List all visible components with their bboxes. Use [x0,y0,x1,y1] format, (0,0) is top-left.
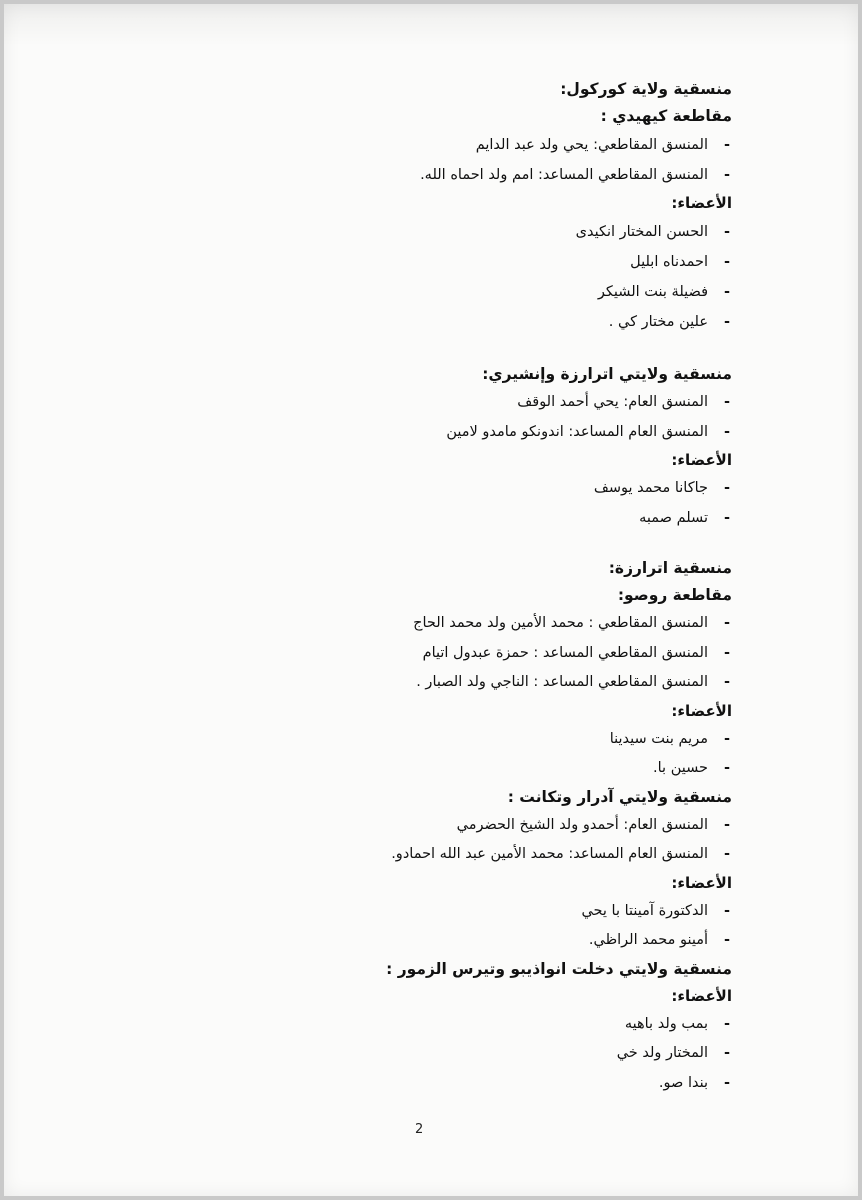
section-subtitle: مقاطعة روصو: [617,586,732,604]
section-title: منسقية اترارزة: [608,559,732,577]
list-item: - بمب ولد باهيه [172,1010,732,1040]
list-item: - أمينو محمد الراظي. [172,926,732,956]
section-title: منسقية ولاية كوركول: [560,80,732,98]
list-item: - حسين با. [172,754,732,784]
list-item: - الحسن المختار انكيدى [172,217,732,247]
list-item: - علين مختار كي . [172,307,732,337]
members-list [172,217,732,337]
section-nouadhibou-tiris [172,956,732,1099]
members-list [172,897,732,956]
document-page [4,4,858,1196]
list-item: - المختار ولد خي [172,1039,732,1069]
members-label: الأعضاء: [671,451,732,469]
coordinators-list [172,609,732,698]
members-list [172,1010,732,1099]
members-label: الأعضاء: [671,701,732,720]
list-item: - المنسق المقاطعي : محمد الأمين ولد محمد الحاج [172,609,732,639]
list-item: - فضيلة بنت الشيكر [172,277,732,307]
members-list [172,474,732,533]
list-item: - جاكانا محمد يوسف [172,474,732,504]
section-trarza-inchiri [172,361,732,533]
document-content [172,76,732,1098]
section-title: منسقية ولايتي آدرار وتكانت : [507,787,732,806]
members-label: الأعضاء: [671,194,732,212]
list-item: - المنسق العام المساعد: محمد الأمين عبد الله احمادو. [172,840,732,870]
members-list [172,725,732,784]
members-label: الأعضاء: [671,873,732,892]
list-item: - المنسق المقاطعي المساعد : الناجي ولد الصبار . [172,668,732,698]
spacer [172,337,732,361]
section-title: منسقية ولايتي دخلت انواذيبو وتيرس الزمور : [386,959,732,978]
list-item: - المنسق العام: أحمدو ولد الشيخ الحضرمي [172,811,732,841]
list-item: - المنسق المقاطعي المساعد : حمزة عبدول اتيام [172,639,732,669]
list-item: - مريم بنت سيدينا [172,725,732,755]
spacer [172,533,732,555]
list-item: - الدكتورة آمينتا با يحي [172,897,732,927]
list-item: - المنسق المقاطعي: يحي ولد عبد الدايم [172,130,732,160]
page-number: 2 [415,1122,424,1137]
section-trarza [172,555,732,784]
coordinators-list [172,388,732,447]
coordinators-list [172,130,732,190]
section-subtitle: مقاطعة كيهيدي : [600,107,732,125]
list-item: - المنسق العام: يحي أحمد الوقف [172,388,732,418]
section-adrar-tagant [172,784,732,956]
list-item: - احمدناه ابليل [172,247,732,277]
section-gorgol [172,76,732,337]
coordinators-list [172,811,732,870]
list-item: - تسلم صمبه [172,504,732,534]
section-title: منسقية ولايتي اترارزة وإنشيري: [482,365,732,383]
list-item: - بندا صو. [172,1069,732,1099]
members-label: الأعضاء: [671,986,732,1005]
list-item: - المنسق المقاطعي المساعد: امم ولد احماه الله. [172,160,732,190]
list-item: - المنسق العام المساعد: اندونكو مامدو لامين [172,418,732,448]
